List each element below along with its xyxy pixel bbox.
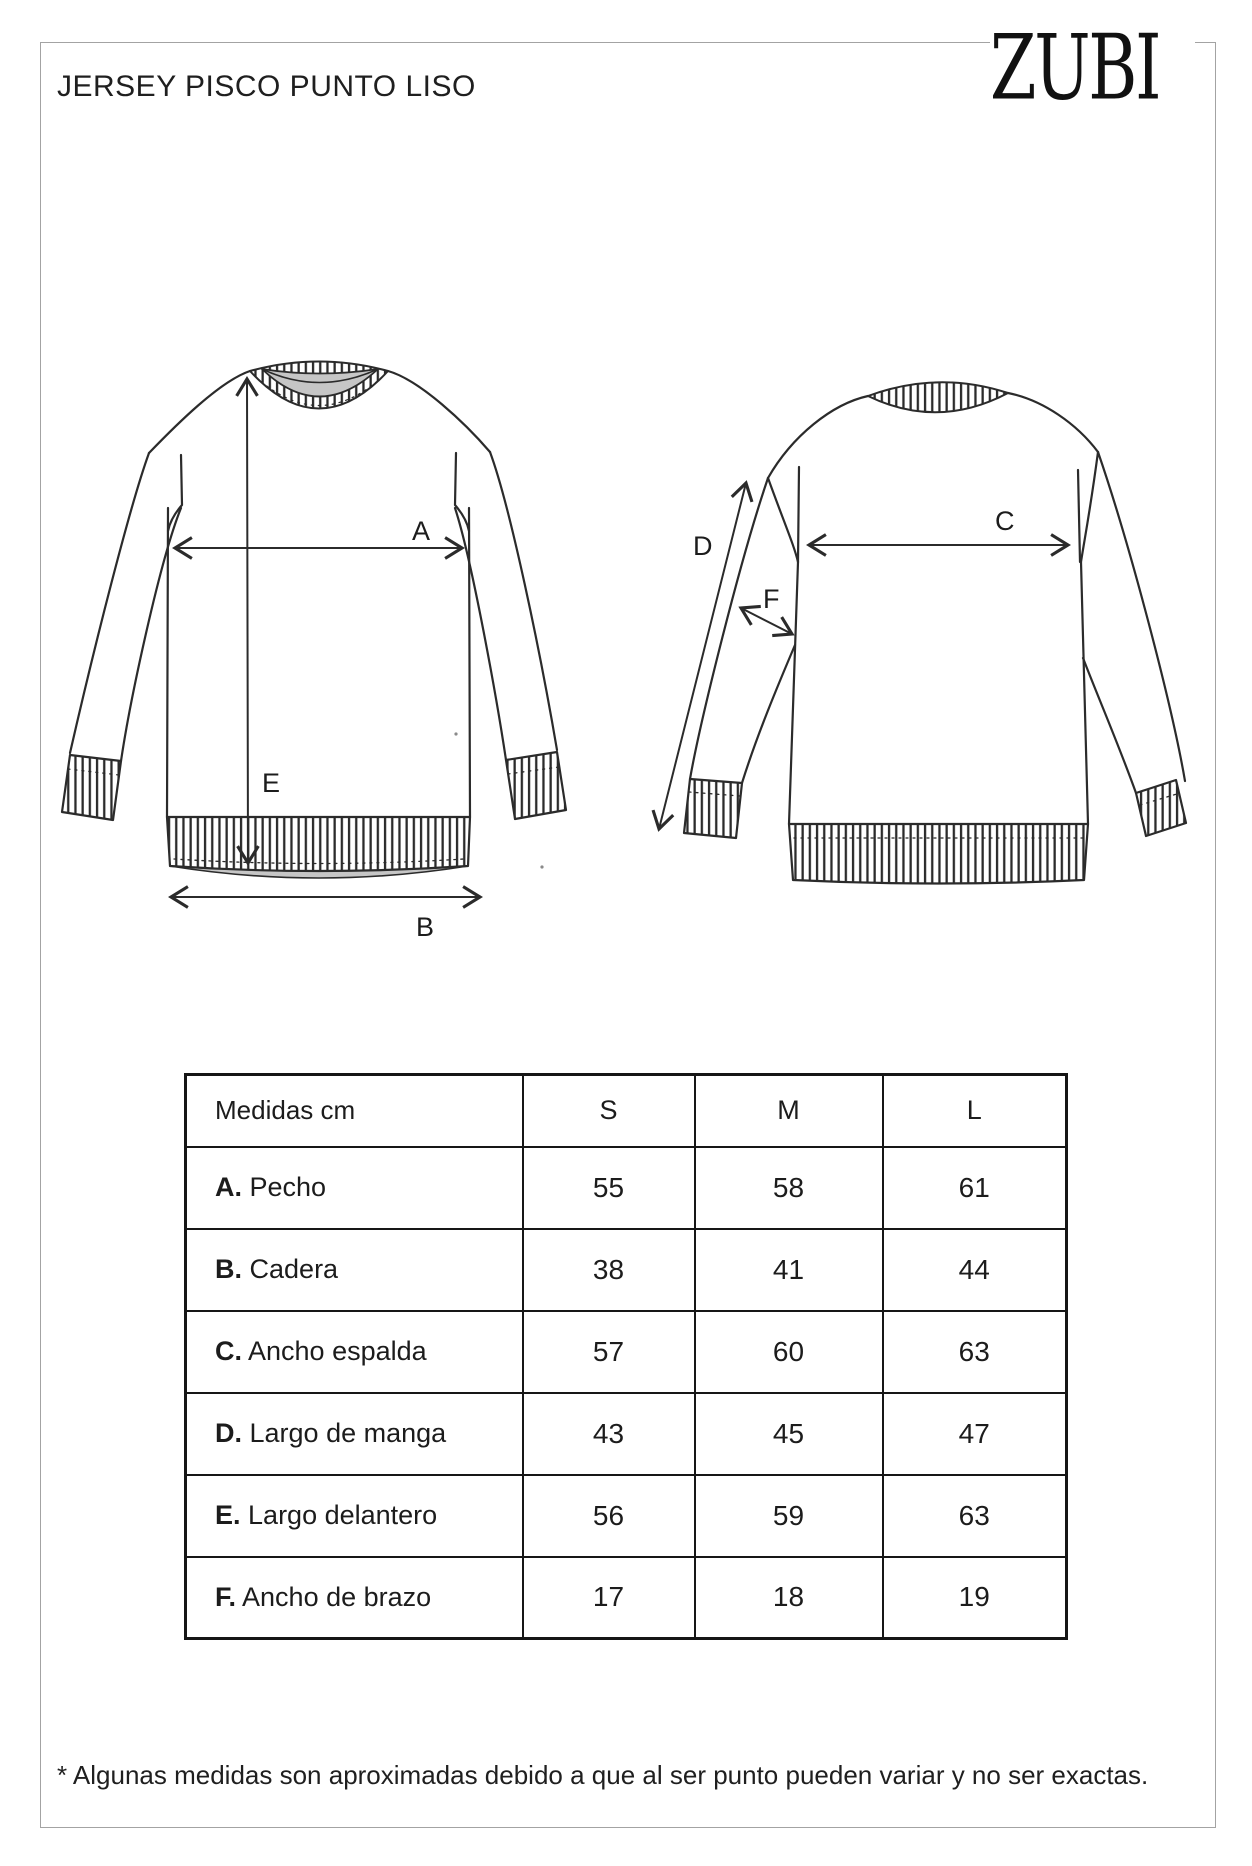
print-dot-2 [540, 865, 543, 868]
value-s: 43 [523, 1393, 695, 1475]
footnote: * Algunas medidas son aproximadas debido a que al ser punto pueden variar y no ser exactas. [57, 1760, 1149, 1790]
header-medidas: Medidas cm [186, 1075, 523, 1147]
front-left-armhole-seam [168, 455, 182, 531]
row-key: D. [215, 1418, 242, 1448]
value-m: 45 [695, 1393, 883, 1475]
back-left-sleeve-inner [742, 645, 795, 783]
row-label: Ancho de brazo [242, 1581, 432, 1612]
page-title: JERSEY PISCO PUNTO LISO [57, 70, 476, 103]
front-right-armhole-seam [455, 453, 469, 531]
row-label: Pecho [249, 1172, 327, 1202]
back-right-sleeve-inner [1083, 658, 1136, 793]
table-row-ancho-brazo [186, 1557, 1067, 1639]
value-l: 61 [883, 1147, 1067, 1229]
measure-label-d: D [693, 531, 713, 561]
front-right-shoulder [388, 371, 490, 452]
measure-label-c: C [995, 506, 1015, 536]
front-body-right-edge [469, 508, 470, 817]
value-l: 44 [883, 1229, 1067, 1311]
back-right-shoulder [1008, 393, 1098, 452]
table-row-ancho-espalda [186, 1311, 1067, 1393]
back-left-shoulder [768, 396, 868, 478]
back-body-right-edge [1081, 562, 1088, 824]
back-right-cuff [1136, 780, 1186, 836]
measure-label-e: E [262, 768, 281, 798]
value-l: 19 [883, 1557, 1067, 1639]
print-dot-1 [454, 732, 457, 735]
front-left-sleeve-inner [121, 508, 181, 761]
size-table-header-row [186, 1075, 1067, 1147]
row-key: C. [215, 1336, 242, 1366]
value-m: 41 [695, 1229, 883, 1311]
value-l: 47 [883, 1393, 1067, 1475]
value-s: 17 [523, 1557, 695, 1639]
back-hem-band [789, 824, 1088, 884]
table-row-pecho [186, 1147, 1067, 1229]
back-right-sleeve-outer [1098, 452, 1185, 781]
table-row-cadera [186, 1229, 1067, 1311]
row-key: F. [215, 1581, 237, 1612]
size-table [184, 1073, 1068, 1640]
back-neckband [868, 382, 1008, 412]
row-label: Ancho espalda [248, 1336, 427, 1366]
measure-label-b: B [416, 912, 435, 942]
front-right-sleeve-inner [455, 508, 506, 760]
header-size-s: S [523, 1075, 695, 1147]
measure-label-f: F [763, 584, 780, 614]
back-right-armhole-curve [1081, 452, 1098, 562]
back-right-armhole-seam [1078, 470, 1080, 562]
value-s: 56 [523, 1475, 695, 1557]
front-right-sleeve-outer [490, 452, 557, 750]
value-s: 57 [523, 1311, 695, 1393]
value-l: 63 [883, 1311, 1067, 1393]
back-left-sleeve-outer [690, 478, 768, 779]
back-view-drawing [659, 382, 1186, 883]
back-body-left-edge [789, 562, 798, 824]
brand-logo-text: ZUBI [990, 14, 1160, 121]
back-left-armhole-curve [768, 478, 798, 562]
measure-arrow-e [247, 379, 248, 863]
row-label: Largo de manga [249, 1418, 447, 1448]
front-view-drawing [62, 362, 566, 898]
value-l: 63 [883, 1475, 1067, 1557]
value-m: 60 [695, 1311, 883, 1393]
back-left-armhole-seam [798, 467, 799, 562]
header-size-m: M [695, 1075, 883, 1147]
header-size-l: L [883, 1075, 1067, 1147]
front-hem-band [167, 817, 470, 871]
front-left-cuff [62, 755, 121, 820]
row-label: Cadera [249, 1254, 339, 1284]
row-key: E. [215, 1500, 241, 1530]
value-s: 55 [523, 1147, 695, 1229]
value-s: 38 [523, 1229, 695, 1311]
value-m: 18 [695, 1557, 883, 1639]
table-row-largo-manga [186, 1393, 1067, 1475]
back-left-cuff [684, 779, 742, 838]
row-key: A. [215, 1172, 242, 1202]
front-left-sleeve-outer [70, 453, 149, 753]
value-m: 59 [695, 1475, 883, 1557]
row-label: Largo delantero [248, 1500, 438, 1530]
row-key: B. [215, 1254, 242, 1284]
value-m: 58 [695, 1147, 883, 1229]
table-row-largo-delantero [186, 1475, 1067, 1557]
front-right-cuff [506, 752, 566, 819]
front-left-shoulder [149, 371, 250, 453]
measure-label-a: A [412, 516, 431, 546]
front-body-left-edge [167, 508, 168, 817]
